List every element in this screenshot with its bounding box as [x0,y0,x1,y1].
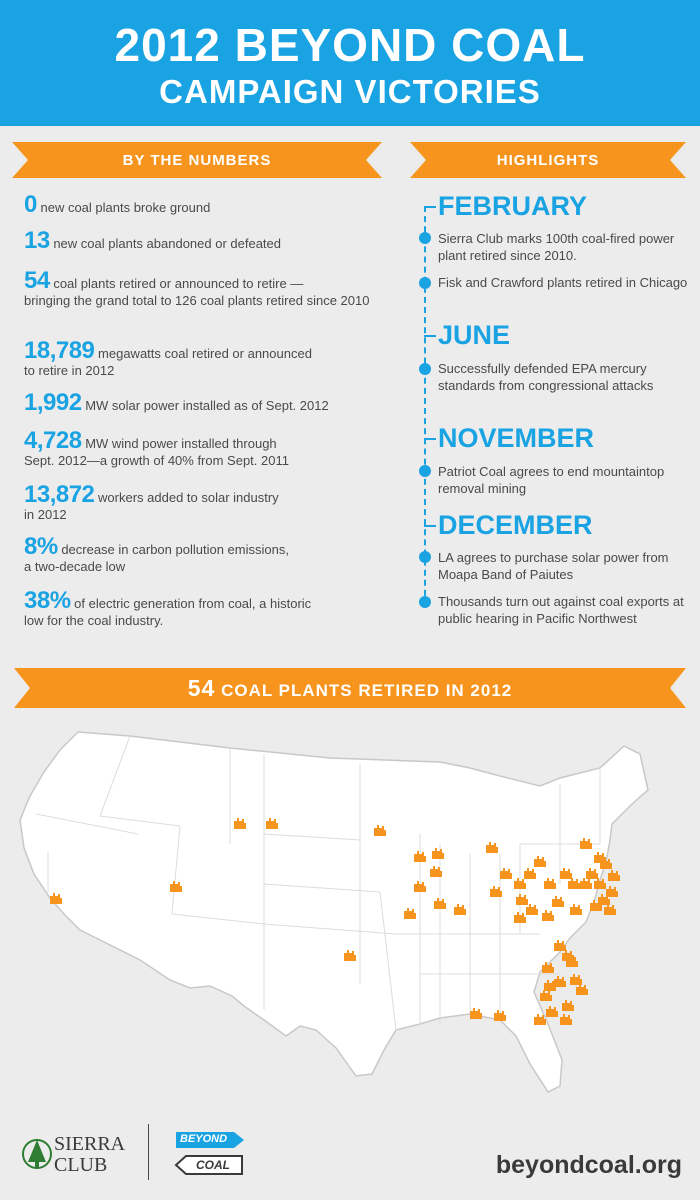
stat-text: coal plants retired or announced to retire — [53,276,304,291]
stat-abandoned-plants [24,227,384,254]
by-the-numbers-title: BY THE NUMBERS [122,151,272,169]
stat-text-cont: bringing the grand total to 126 coal plants retired since 2010 [24,293,370,308]
coal-plant-icon [540,990,552,1001]
highlight-item: Thousands turn out against coal exports at public hearing in Pacific Northwest [438,594,684,626]
stat-new-plants [24,191,384,218]
sierra-line2: CLUB [54,1154,108,1176]
stat-retired-plants [24,267,384,309]
timeline-connector [424,206,436,208]
timeline-line [424,206,426,606]
banner-text: COAL PLANTS RETIRED IN 2012 [221,680,513,700]
coal-plant-icon [562,1000,574,1011]
timeline-dot [419,232,431,244]
stat-text-cont: in 2012 [24,507,67,522]
by-the-numbers-ribbon [12,142,382,178]
stat-text: of electric generation from coal, a historic [74,596,312,611]
month-november: NOVEMBER [438,423,595,453]
highlight-item: LA agrees to purchase solar power from Moapa Band of Paiutes [438,550,669,582]
month-june: JUNE [438,320,511,350]
highlight-item: Patriot Coal agrees to end mountaintop removal mining [438,464,665,496]
timeline-dot [419,277,431,289]
timeline-connector [424,438,436,440]
timeline-dot [419,596,431,608]
stat-text: new coal plants broke ground [40,200,211,215]
stat-number: 18,789 [24,337,95,364]
stat-number: 13 [24,227,50,254]
highlight-item: Fisk and Crawford plants retired in Chicago [438,275,688,290]
sierra-line1: SIERRA [54,1133,126,1155]
coal-plant-icon [570,974,582,985]
coal-plant-icon [608,870,620,881]
coal-plant-icon [546,1006,558,1017]
stat-coal-generation [24,587,384,629]
stat-number: 38% [24,587,71,614]
us-map [0,724,700,1114]
stat-number: 8% [24,533,58,560]
stat-wind-mw [24,427,384,469]
timeline-connector [424,525,436,527]
stat-text: new coal plants abandoned or defeated [53,236,282,251]
stat-text-cont: a two-decade low [24,559,126,574]
sierra-club-wordmark [54,1134,125,1176]
us-outline [20,732,648,1092]
header-banner [0,0,700,126]
coal-plant-icon [560,1014,572,1025]
stat-number: 13,872 [24,481,95,508]
month-february: FEBRUARY [438,191,588,221]
stat-text-cont: to retire in 2012 [24,363,115,378]
tree-icon [22,1132,52,1178]
stat-number: 54 [24,267,50,294]
highlights-title: HIGHLIGHTS [496,151,600,169]
title-line2: CAMPAIGN VICTORIES [159,73,541,110]
stat-number: 1,992 [24,389,82,416]
stat-text-cont: low for the coal industry. [24,613,164,628]
stat-text: decrease in carbon pollution emissions, [61,542,289,557]
banner-number: 54 [187,674,216,701]
stat-carbon-decrease [24,533,384,575]
stat-solar-workers [24,481,384,523]
stat-text: megawatts coal retired or announced [98,346,312,361]
beyond-label: BEYOND [180,1133,228,1145]
highlights-ribbon [410,142,686,178]
highlight-item: Sierra Club marks 100th coal-fired power plant retired since 2010. [438,231,675,263]
coal-plant-icon [576,984,588,995]
stat-number: 4,728 [24,427,82,454]
stat-text: MW wind power installed through [85,436,277,451]
title-line1: 2012 BEYOND COAL [114,19,586,71]
timeline-dot [419,551,431,563]
stat-text-cont: Sept. 2012—a growth of 40% from Sept. 2011 [24,453,289,468]
stat-solar-mw [24,389,384,416]
footer-divider [148,1124,149,1180]
timeline-dot [419,363,431,375]
coal-plant-icon [554,976,566,987]
stat-text: workers added to solar industry [98,490,279,505]
month-december: DECEMBER [438,510,593,540]
coal-label: COAL [196,1158,230,1172]
sierra-club-logo [22,1132,52,1178]
coal-plant-icon [606,886,618,897]
stat-text: MW solar power installed as of Sept. 2012 [85,398,329,413]
website-url: beyondcoal.org [495,1151,682,1179]
stat-megawatts-retired [24,337,384,379]
beyond-coal-logo [172,1128,248,1178]
timeline-dot [419,465,431,477]
stat-number: 0 [24,191,37,218]
plants-retired-banner [14,668,686,708]
highlight-item: Successfully defended EPA mercury standards from congressional attacks [438,361,654,393]
coal-plant-icon [604,904,616,915]
timeline-connector [424,335,436,337]
